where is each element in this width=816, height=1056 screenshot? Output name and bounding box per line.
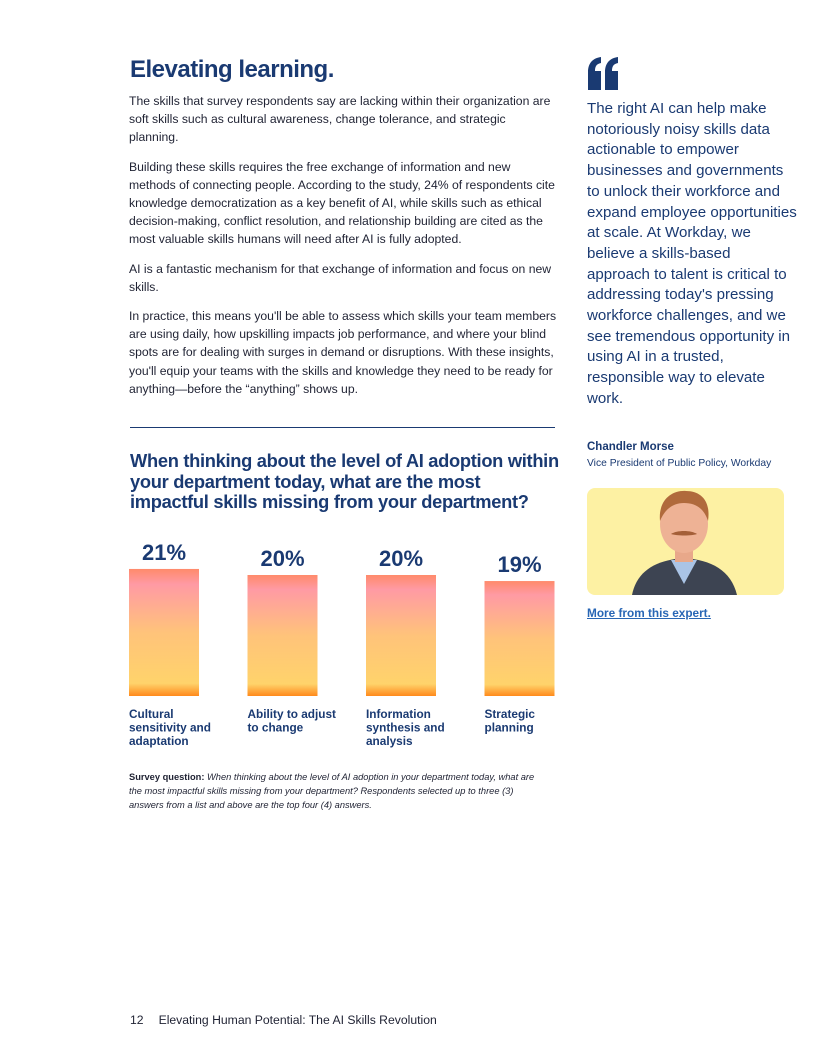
section-divider <box>130 427 555 428</box>
page-number: 12 <box>130 1013 144 1027</box>
footer-title: Elevating Human Potential: The AI Skills Revolution <box>158 1013 437 1027</box>
chart-title: When thinking about the level of AI adoption within your department today, what are the most impactful skills missing from your department? <box>130 450 559 513</box>
quote-text: The right AI can help make notoriously noisy skills data actionable to empower businesses and governments to unlock their workforce and expand employee opportunities at scale. At Workday, we believe a skills-based approach to talent is critical to addressing today's pressing workforce challenges, and we see tremendous opportunity in using AI in a trusted, responsible way to elevate work. <box>587 100 797 407</box>
quote-icon <box>586 56 620 96</box>
author-name: Chandler Morse <box>587 441 674 453</box>
survey-note <box>129 770 539 813</box>
paragraph: AI is a fantastic mechanism for that exchange of information and focus on new skills. <box>129 261 552 294</box>
portrait-illustration <box>587 488 784 595</box>
value-label-2: 20% <box>260 546 305 571</box>
value-label-4: 19% <box>497 552 542 578</box>
paragraph: In practice, this means you'll be able to assess which skills your team members are using daily, how upskilling impacts job performance, and where your blind spots are for dealing with surges in demand or disruptions. With these insights, you'll equip your teams with the skills and knowledge they need to be ready for anything—before the “anything” shows up. <box>129 309 557 396</box>
expert-photo <box>587 488 784 595</box>
bar-chart <box>120 530 565 755</box>
bar-2 <box>248 575 318 696</box>
survey-note-text: When thinking about the level of AI adoption in your department today, what are the most impactful skills missing from your department? Respondents selected up to three (3) answers from a list and above are the top four (4) answers. <box>129 772 535 811</box>
category-label-4: Strategic planning <box>484 707 535 735</box>
paragraph: The skills that survey respondents say are lacking within their organization are soft skills such as cultural awareness, change tolerance, and strategic planning. <box>129 94 551 145</box>
value-label-1: 21% <box>141 539 187 565</box>
page-footer <box>130 1013 437 1027</box>
article-body <box>129 92 557 409</box>
page-title: Elevating learning. <box>130 56 334 83</box>
category-label-1: Cultural sensitivity and adaptation <box>129 707 211 749</box>
paragraph: Building these skills requires the free exchange of information and new methods of connecting people. According to the study, 24% of respondents cite knowledge democratization as a key benefit of AI, while skills such as ethical decision-making, conflict resolution, and relationship building are cited as the most valuable skills humans will need after AI is fully adopted. <box>129 159 555 247</box>
category-label-2: Ability to adjust to change <box>247 707 336 735</box>
bar-3 <box>366 575 436 696</box>
value-label-3: 20% <box>378 546 424 571</box>
bar-4 <box>485 581 555 696</box>
bar-1 <box>129 569 199 696</box>
survey-note-label: Survey question: <box>129 772 205 782</box>
category-label-3: Information synthesis and analysis <box>366 707 445 749</box>
more-from-expert-link[interactable]: More from this expert. <box>587 606 711 620</box>
author-title: Vice President of Public Policy, Workday <box>587 458 772 469</box>
